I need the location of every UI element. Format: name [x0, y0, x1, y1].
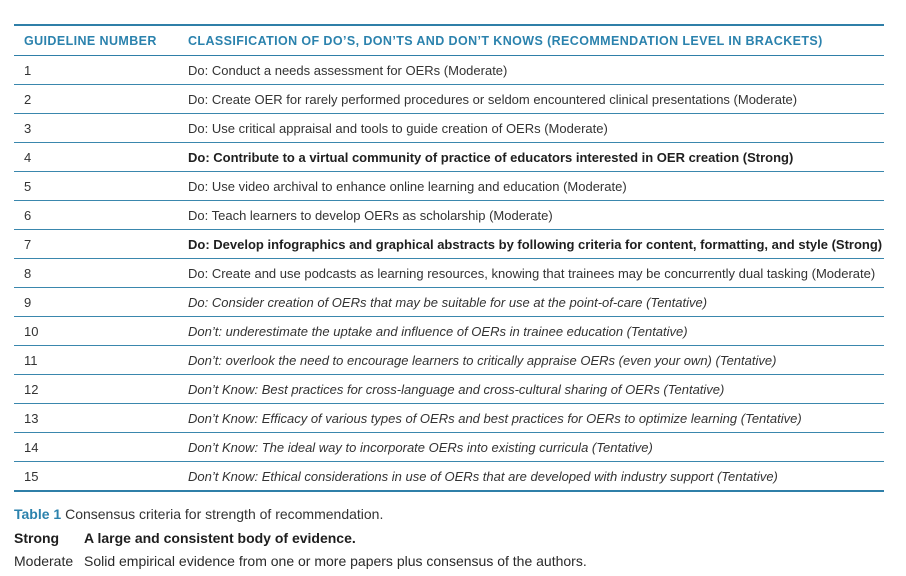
table-row	[14, 259, 884, 288]
table-bottom-rule	[14, 490, 884, 492]
guideline-number-cell: 3	[14, 114, 188, 143]
table-row	[14, 346, 884, 375]
guidelines-table	[14, 26, 884, 490]
classification-cell: Do: Develop infographics and graphical abstracts by following criteria for content, formatting, and style (Strong)	[188, 230, 884, 259]
guideline-number-cell: 10	[14, 317, 188, 346]
caption-label: Table 1	[14, 506, 62, 522]
classification-cell: Do: Contribute to a virtual community of practice of educators interested in OER creation (Strong)	[188, 143, 884, 172]
classification-cell: Don’t: overlook the need to encourage learners to critically appraise OERs (even your own) (Tentative)	[188, 346, 884, 375]
guideline-number-cell: 12	[14, 375, 188, 404]
guideline-number-cell: 7	[14, 230, 188, 259]
classification-cell: Do: Use video archival to enhance online learning and education (Moderate)	[188, 172, 884, 201]
table-row	[14, 85, 884, 114]
guideline-number-cell: 4	[14, 143, 188, 172]
classification-cell: Do: Conduct a needs assessment for OERs (Moderate)	[188, 56, 884, 85]
classification-cell: Do: Teach learners to develop OERs as scholarship (Moderate)	[188, 201, 884, 230]
table-caption	[14, 506, 383, 522]
table-row	[14, 433, 884, 462]
table-row	[14, 462, 884, 491]
table-row	[14, 317, 884, 346]
guideline-number-cell: 14	[14, 433, 188, 462]
guideline-number-cell: 11	[14, 346, 188, 375]
classification-cell: Do: Use critical appraisal and tools to guide creation of OERs (Moderate)	[188, 114, 884, 143]
guideline-number-cell: 1	[14, 56, 188, 85]
classification-cell: Don’t Know: The ideal way to incorporate OERs into existing curricula (Tentative)	[188, 433, 884, 462]
classification-cell: Do: Consider creation of OERs that may be suitable for use at the point-of-care (Tentative)	[188, 288, 884, 317]
classification-cell: Don’t Know: Efficacy of various types of OERs and best practices for OERs to optimize learning (Tentative)	[188, 404, 884, 433]
guideline-number-cell: 5	[14, 172, 188, 201]
legend-strong-term: Strong	[14, 530, 60, 546]
table-row	[14, 143, 884, 172]
table-row	[14, 404, 884, 433]
table-row	[14, 230, 884, 259]
classification-cell: Don’t: underestimate the uptake and influence of OERs in trainee education (Tentative)	[188, 317, 884, 346]
table-row	[14, 56, 884, 85]
guideline-number-cell: 2	[14, 85, 188, 114]
table-row	[14, 288, 884, 317]
legend-strong-desc: A large and consistent body of evidence.	[84, 530, 356, 546]
classification-cell: Don’t Know: Best practices for cross-language and cross-cultural sharing of OERs (Tentative)	[188, 375, 884, 404]
legend-moderate	[14, 553, 587, 569]
header-classification: CLASSIFICATION OF DO’S, DON’TS AND DON’T KNOWS (RECOMMENDATION LEVEL IN BRACKETS)	[188, 26, 884, 56]
legend-moderate-desc: Solid empirical evidence from one or more papers plus consensus of the authors.	[84, 553, 587, 569]
legend-moderate-term: Moderate	[14, 553, 74, 569]
guideline-number-cell: 15	[24, 468, 39, 484]
table-row	[14, 172, 884, 201]
classification-cell: Do: Create OER for rarely performed procedures or seldom encountered clinical presentations (Moderate)	[188, 85, 884, 114]
table-row	[14, 201, 884, 230]
table-header-row	[14, 26, 884, 56]
caption-text: Consensus criteria for strength of recommendation.	[61, 506, 384, 522]
classification-cell: Do: Create and use podcasts as learning resources, knowing that trainees may be concurrently dual tasking (Moderate)	[188, 259, 884, 288]
guidelines-table-container	[14, 24, 884, 492]
classification-cell: Don’t Know: Ethical considerations in use of OERs that are developed with industry support (Tentative)	[188, 468, 778, 484]
table-row	[14, 114, 884, 143]
guideline-number-cell: 13	[14, 404, 188, 433]
header-guideline-number: GUIDELINE NUMBER	[14, 26, 188, 56]
legend-strong	[14, 530, 356, 546]
guideline-number-cell: 9	[14, 288, 188, 317]
guideline-number-cell: 6	[14, 201, 188, 230]
guideline-number-cell: 8	[14, 259, 188, 288]
table-body	[14, 56, 884, 491]
table-row	[14, 375, 884, 404]
